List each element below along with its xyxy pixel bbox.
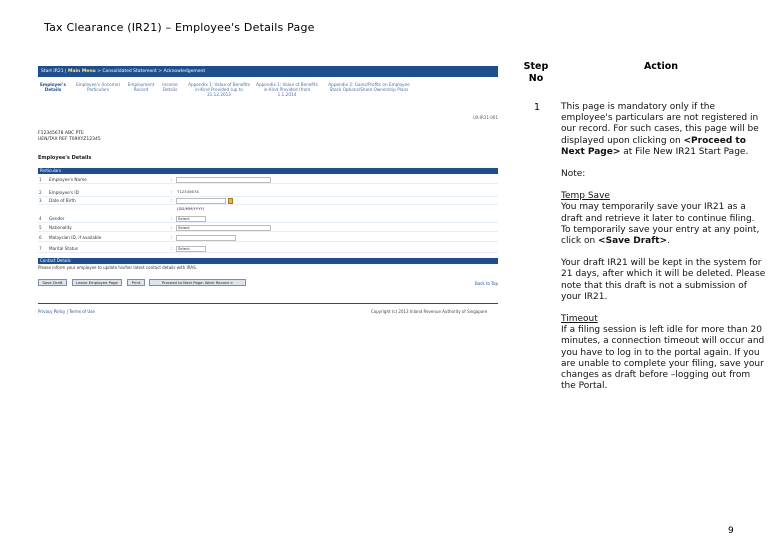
row-label: Marital Status — [49, 246, 79, 251]
row-number: 7 — [39, 246, 42, 251]
temp-save-title: Temp Save — [561, 191, 610, 202]
footer-rule — [38, 303, 498, 304]
back-to-top-link[interactable]: Back to Top — [474, 281, 498, 286]
row-number: 4 — [39, 216, 42, 221]
action-text-part: You may temporarily save your IR21 as a draft and retrieve it later to continue filing. To temporarily save your entry at any point, click on — [561, 202, 760, 247]
employer-info — [38, 131, 101, 143]
form-row-nationality — [38, 223, 498, 232]
topbar-trail[interactable]: Main Menu — [68, 69, 96, 74]
row-number: 1 — [39, 177, 42, 182]
colon: : — [171, 225, 173, 230]
step-number: 1 — [534, 102, 541, 113]
action-text-part: at File New IR21 Start Page. — [620, 146, 749, 157]
colon: : — [171, 246, 173, 251]
marital-status-select[interactable]: Select — [176, 246, 206, 252]
step-appendix-1b[interactable]: Appendix 1: Value of Benefits in-Kind Provided (from 1.1.2014 — [256, 82, 318, 97]
row-number: 2 — [39, 190, 42, 195]
header-step-no: Step No — [523, 61, 549, 84]
page-reference: UX-IR21-001 — [472, 115, 498, 120]
colon: : — [171, 177, 173, 182]
row-label: Date of Birth — [49, 198, 76, 203]
step-employment-record[interactable]: Employment Record — [127, 82, 155, 92]
action-text — [561, 102, 766, 403]
nationality-select[interactable]: Select — [176, 225, 271, 231]
page-number: 9 — [728, 526, 734, 536]
row-label: Nationality — [49, 225, 72, 230]
proceed-next-button[interactable]: Proceed to Next Page: Work Record > — [149, 279, 246, 286]
progress-steps — [38, 82, 498, 110]
action-paragraph — [561, 102, 766, 158]
date-format-hint: (DD/MM/YYYY) — [176, 207, 236, 213]
header-action: Action — [643, 61, 679, 72]
employee-name-input[interactable] — [176, 177, 271, 183]
malaysian-id-input[interactable] — [176, 235, 236, 241]
timeout-text: If a filing session is left idle for more than 20 minutes, a connection timeout will occur and you have to log in to the portal again. If you are unable to complete your filing, save your changes as draft before –logging out from the Portal. — [561, 325, 765, 392]
form-row-dob — [38, 196, 498, 205]
contact-details-bar: Contact Details — [38, 258, 498, 264]
footer-copyright: Copyright (c) 2013 Inland Revenue Authority of Singapore — [371, 309, 488, 314]
step-income-details[interactable]: Income Details — [162, 82, 178, 92]
row-number: 5 — [39, 225, 42, 230]
topbar-home[interactable]: Start IR21 — [41, 69, 64, 74]
app-topbar: Start IR21 | Main Menu > Consolidated Statement > Acknowledgement — [38, 66, 498, 77]
action-text-part: . — [667, 236, 670, 247]
step-appendix-2[interactable]: Appendix 2: Gains/Profits on Employee Stock Options/Share Ownership Plans — [328, 82, 410, 92]
form-row-dob-hint — [38, 205, 498, 214]
form-row-name — [38, 175, 498, 184]
print-button[interactable]: Print — [127, 279, 145, 286]
row-label: Malaysian ID, if available — [49, 235, 102, 240]
proceed-next-label: <Proceed to Next Page> — [561, 135, 746, 157]
topbar-rest: > Consolidated Statement > Acknowledgement — [97, 69, 206, 74]
colon: : — [171, 235, 173, 240]
colon: : — [171, 190, 173, 195]
calendar-icon[interactable] — [228, 198, 233, 204]
draft-keep-paragraph: Your draft IR21 will be kept in the system for 21 days, after which it will be deleted. Please note that this draft is not a submission of your IR21. — [561, 258, 766, 302]
particulars-bar: Particulars — [38, 168, 498, 174]
date-of-birth-input[interactable] — [176, 198, 226, 204]
employee-details-heading: Employee's Details — [38, 155, 92, 161]
page-title: Tax Clearance (IR21) – Employee's Details Page — [44, 21, 315, 34]
save-draft-label: <Save Draft> — [598, 236, 667, 247]
gender-select[interactable]: Select — [176, 216, 206, 222]
action-text-part: This page is mandatory only if the employee's particulars are not registered in our record. For such cases, this page will be displayed upon clicking on — [561, 102, 759, 146]
employer-line: UEN/TAX REF T09XYZ12345 — [38, 137, 101, 142]
form-row-gender — [38, 214, 498, 223]
row-number: 3 — [39, 198, 42, 203]
note-label: Note: — [561, 169, 586, 180]
employer-line: F12345678 ABC PTE — [38, 131, 84, 136]
embedded-screenshot — [38, 63, 498, 325]
row-label: Gender — [49, 216, 65, 221]
temp-save-paragraph — [561, 191, 766, 247]
contact-note: Please inform your employee to update his/her latest contact details with IRAS. — [38, 265, 197, 270]
row-label: Employee's Name — [49, 177, 87, 182]
form-row-marital-status — [38, 244, 498, 253]
colon: : — [171, 198, 173, 203]
timeout-title: Timeout — [561, 314, 598, 325]
footer-links[interactable]: Privacy Policy | Terms of Use — [38, 309, 95, 314]
step-appendix-1a[interactable]: Appendix 1: Value of Benefits in-Kind Provided (up to 31.12.2013 — [188, 82, 250, 97]
row-label: Employee's ID — [49, 190, 79, 195]
colon: : — [171, 216, 173, 221]
row-number: 6 — [39, 235, 42, 240]
save-draft-button[interactable]: Save Draft — [38, 279, 67, 286]
form-row-malaysian-id — [38, 233, 498, 242]
employee-id-value: T1234567A — [176, 190, 216, 196]
leave-page-button[interactable]: Leave Employee Page — [72, 279, 122, 286]
timeout-paragraph — [561, 314, 766, 392]
step-employee-particulars[interactable]: Employee's (Income) Particulars — [75, 82, 121, 92]
step-employer-details[interactable]: Employer's Details — [40, 82, 66, 92]
